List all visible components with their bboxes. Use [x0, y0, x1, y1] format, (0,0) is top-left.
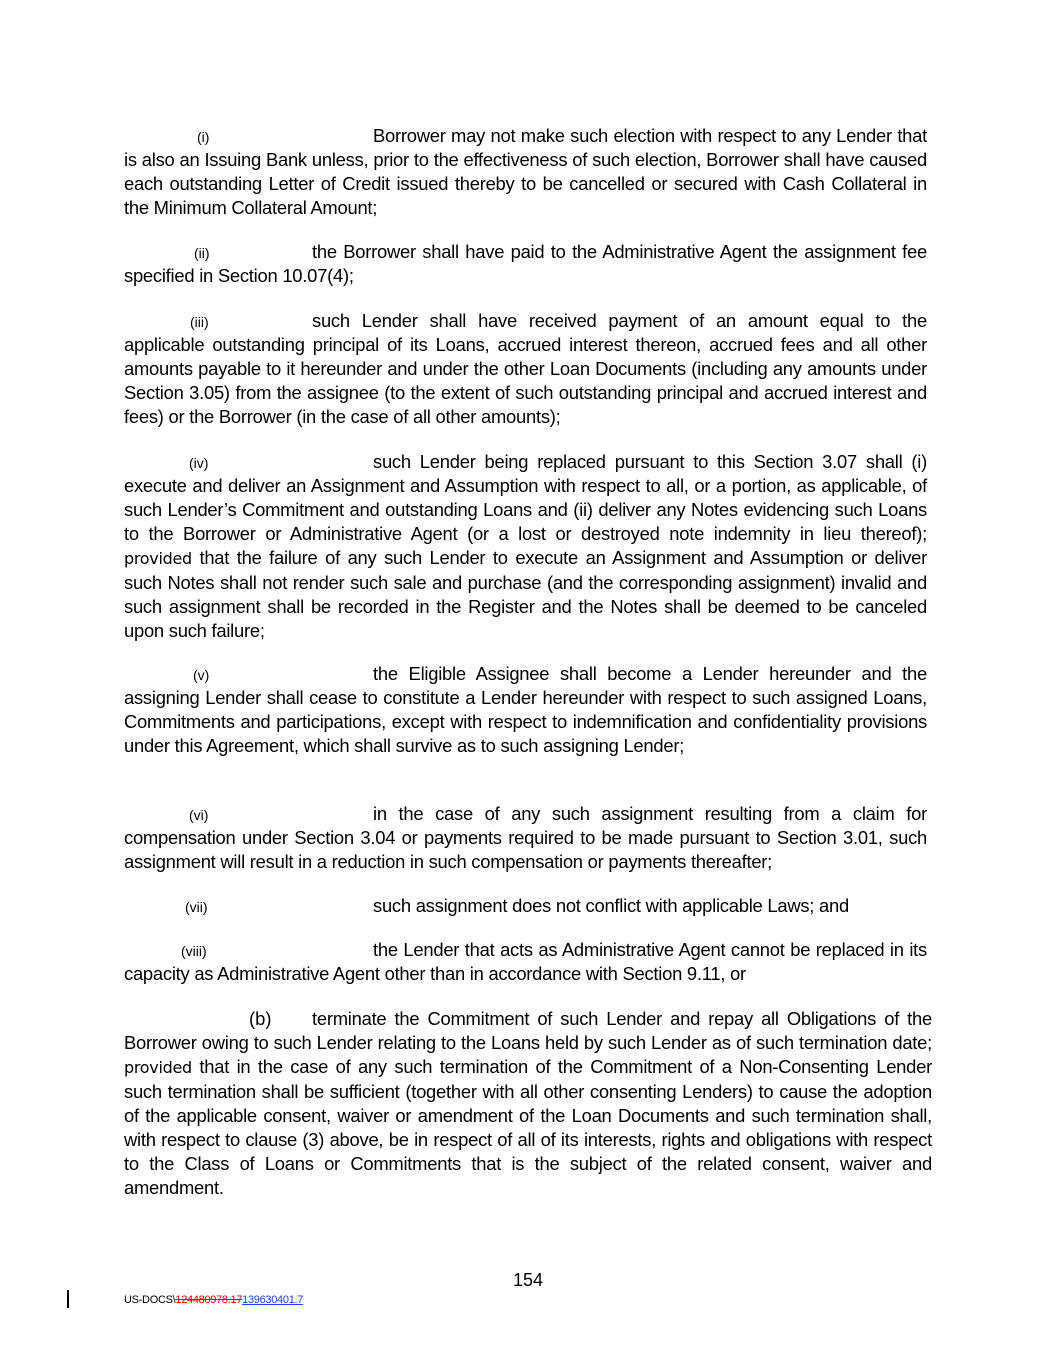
item-number: (v) — [193, 667, 210, 683]
clause-paragraph — [124, 938, 927, 986]
clause-text: such Lender being replaced pursuant to this Section 3.07 shall (i) execute and deliver an Assignment and Assumption with respect to all, or a portion, as applicable, of such Lender’s Commitment and outstanding Loans and (ii) deliver any Notes evidencing such Loans to the Borrower or Administrative Agent (or a lost or destroyed note indemnity in lieu thereof); — [124, 451, 927, 544]
clause-text: the Lender that acts as Administrative Agent cannot be replaced in its capacity as Administrative Agent other than in accordance with Section 9.11, or — [124, 939, 927, 984]
change-bar — [67, 1290, 69, 1308]
item-number: (viii) — [181, 943, 207, 959]
clause-text: such Lender shall have received payment of an amount equal to the applicable outstanding principal of its Loans, accrued interest thereon, accrued fees and all other amounts payable to it hereunder and under the other Loan Documents (including any amounts under Section 3.05) from the assignee (to the extent of such outstanding principal and accrued interest and fees) or the Borrower (in the case of all other amounts); — [124, 310, 927, 427]
clause-text: in the case of any such assignment resulting from a claim for compensation under Section 3.04 or payments required to be made pursuant to Section 3.01, such assignment will result in a reduction in such compensation or payments thereafter; — [124, 803, 927, 872]
provided-term: provided — [124, 549, 192, 568]
clause-text: terminate the Commitment of such Lender and repay all Obligations of the Borrower owing to such Lender relating to the Loans held by such Lender as of such termination date; — [124, 1008, 932, 1053]
document-id — [124, 1292, 303, 1308]
clause-paragraph — [124, 894, 927, 918]
clause-text: Borrower may not make such election with respect to any Lender that is also an Issuing Bank unless, prior to the effectiveness of such election, Borrower shall have caused each outstanding Letter of Credit issued thereby to be cancelled or secured with Cash Collateral in the Minimum Collateral Amount; — [124, 125, 927, 218]
clause-paragraph — [124, 662, 927, 758]
clause-text-continued: that the failure of any such Lender to execute an Assignment and Assumption or deliver such Notes shall not render such sale and purchase (and the corresponding assignment) invalid and such assignment shall be recorded in the Register and the Notes shall be deemed to be canceled upon such failure; — [124, 547, 927, 641]
item-number: (i) — [197, 129, 210, 145]
clause-text-continued: that in the case of any such termination of the Commitment of a Non-Consenting Lender such termination shall be sufficient (together with all other consenting Lenders) to cause the adoption of the applicable consent, waiver or amendment of the Loan Documents and such termination shall, with respect to clause (3) above, be in respect of all of its interests, rights and obligations with respect to the Class of Loans or Commitments that is the subject of the related consent, waiver and amendment. — [124, 1056, 932, 1198]
doc-id-deleted: 124480978.17 — [175, 1294, 243, 1306]
clause-b-number: (b) — [249, 1008, 272, 1029]
clause-text: the Borrower shall have paid to the Administrative Agent the assignment fee specified in Section 10.07(4); — [124, 241, 927, 286]
clause-paragraph — [124, 240, 927, 288]
clause-paragraph — [124, 124, 927, 220]
item-number: (ii) — [194, 245, 210, 261]
clause-paragraph — [124, 309, 927, 429]
item-number: (iv) — [189, 455, 209, 471]
item-number: (vii) — [185, 899, 208, 915]
clause-text: such assignment does not conflict with applicable Laws; and — [373, 895, 849, 916]
doc-id-prefix: US-DOCS\ — [124, 1294, 176, 1306]
doc-id-inserted: 139630401.7 — [242, 1294, 304, 1306]
item-number: (vi) — [189, 807, 209, 823]
item-number: (iii) — [190, 314, 209, 330]
clause-paragraph — [124, 450, 927, 643]
page-number: 154 — [512, 1270, 544, 1290]
clause-paragraph — [124, 802, 927, 874]
clause-text: the Eligible Assignee shall become a Lender hereunder and the assigning Lender shall cease to constitute a Lender hereunder with respect to such assigned Loans, Commitments and participations, except with respect to indemnification and confidentiality provisions under this Agreement, which shall survive as to such assigning Lender; — [124, 663, 927, 756]
provided-term: provided — [124, 1058, 192, 1077]
clause-b-paragraph — [124, 1007, 932, 1200]
